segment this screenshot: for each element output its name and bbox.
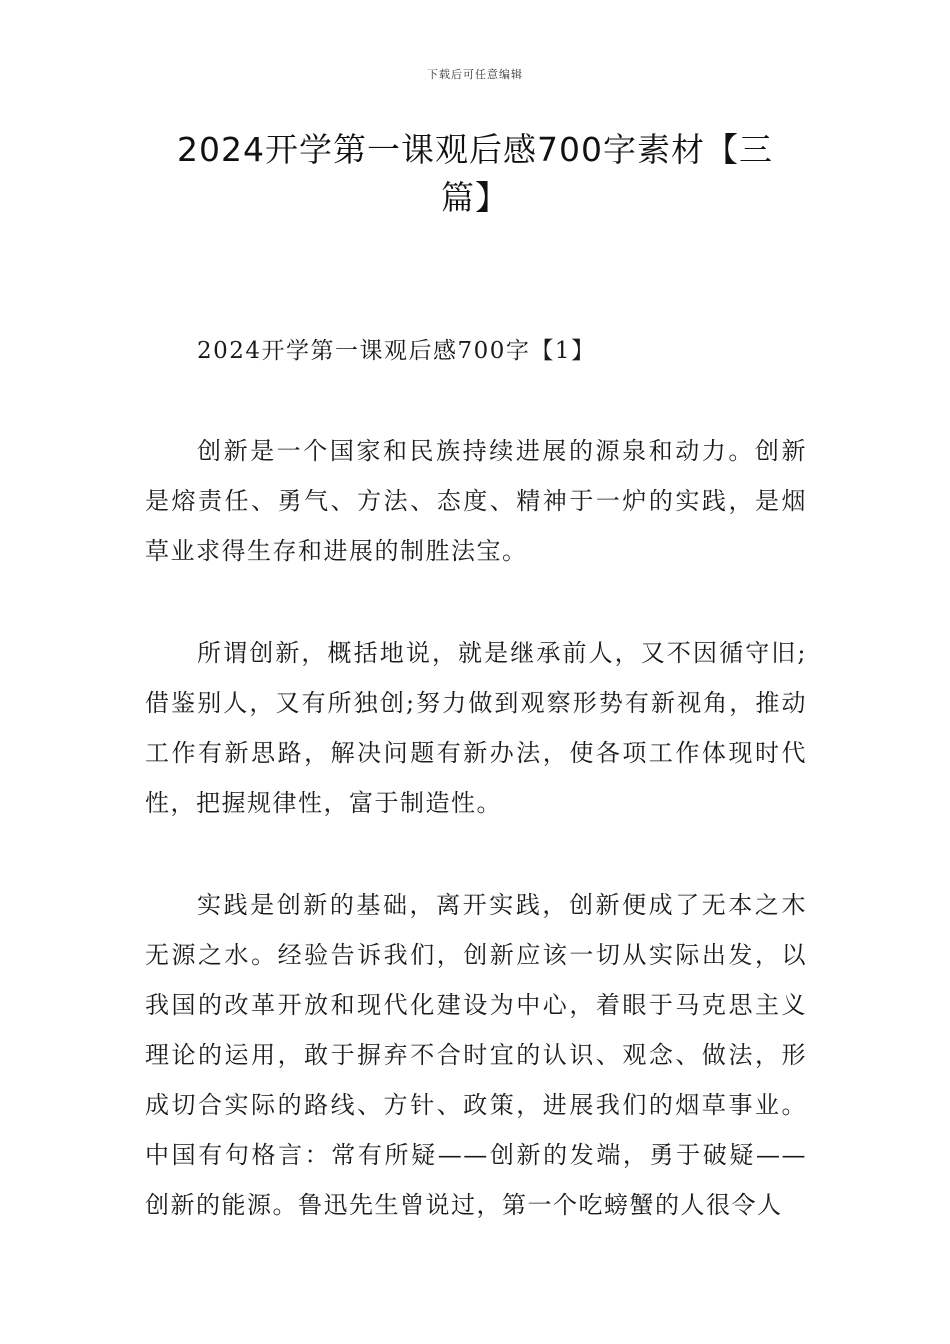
header-note: 下载后可任意编辑 [427, 68, 523, 81]
paragraph-1: 创新是一个国家和民族持续进展的源泉和动力。创新是熔责任、勇气、方法、态度、精神于一炉的实践，是烟草业求得生存和进展的制胜法宝。 [145, 437, 807, 565]
section-heading: 2024开学第一课观后感700字【1】 [197, 338, 596, 364]
paragraph-3: 实践是创新的基础，离开实践，创新便成了无本之木无源之水。经验告诉我们，创新应该一切从实际出发，以我国的改革开放和现代化建设为中心，着眼于马克思主义理论的运用，敢于摒弃不合时宜的认识、观念、做法，形成切合实际的路线、方针、政策，进展我们的烟草事业。中国有句格言：常有所疑——创新的发端，勇于破疑——创新的能源。鲁迅先生曾说过，第一个吃螃蟹的人很令人 [145, 891, 807, 1219]
paragraph-2: 所谓创新，概括地说，就是继承前人，又不因循守旧;借鉴别人，又有所独创;努力做到观察形势有新视角，推动工作有新思路，解决问题有新办法，使各项工作体现时代性，把握规律性，富于制造性。 [145, 639, 807, 817]
document-body [145, 326, 807, 1282]
document-title: 2024开学第一课观后感700字素材【三篇】 [177, 130, 773, 217]
